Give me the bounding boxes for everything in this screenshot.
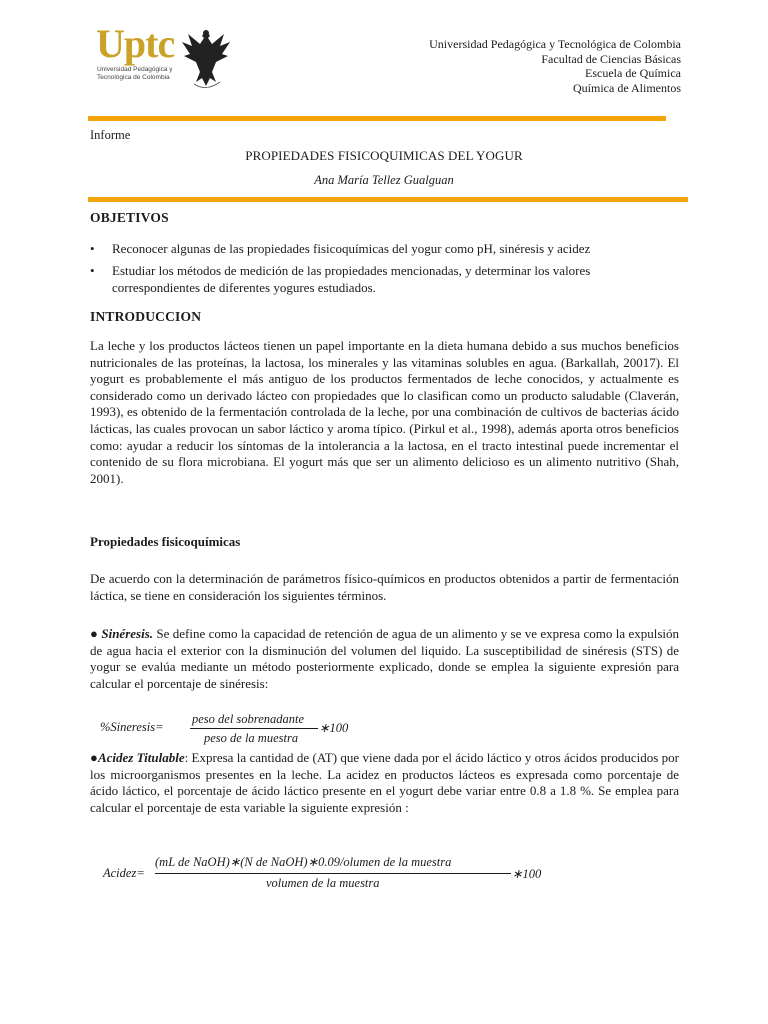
eagle-emblem-icon — [180, 24, 232, 90]
list-item — [90, 262, 680, 296]
formula-numerator: peso del sobrenadante — [192, 712, 305, 726]
header-divider — [88, 116, 666, 121]
bullet-icon: ● — [90, 626, 98, 641]
section-heading-objetivos: OBJETIVOS — [90, 210, 169, 225]
acidez-formula — [103, 854, 553, 894]
logo-wordmark: Uptc — [96, 21, 175, 66]
institution-block — [429, 37, 681, 95]
section-heading-propiedades: Propiedades fisicoquímicas — [90, 534, 241, 549]
formula-multiplier: ∗100 — [319, 721, 349, 735]
sineresis-paragraph — [90, 626, 679, 692]
acidez-paragraph — [90, 750, 679, 816]
university-logo — [88, 22, 233, 92]
institution-line: Química de Alimentos — [573, 80, 681, 95]
institution-line: Universidad Pedagógica y Tecnológica de Colombia — [429, 37, 681, 51]
section-heading-introduccion: INTRODUCCION — [90, 309, 202, 324]
list-item — [90, 240, 680, 257]
introduction-paragraph: La leche y los productos lácteos tienen un papel importante en la dieta humana debido a sus muchos beneficios nutricionales de las proteínas, la lactosa, los minerales y las vitaminas solubles en agua. (Barkallah, 20017). El yogurt es probablemente el más antiguo de los productos fermentados de leche conocidos, y actualmente es considerado como un derivado lácteo con propiedades que lo clasifican como un producto saludable (Claverán, 1993), es obtenido de la fermentación controlada de la leche, por una combinación de cultivos de bacterias ácido lácticas, las cuales provocan un sabor láctico y aroma típico. (Pirkul et al., 1998), además aporta otros beneficios como: ayudar a reducir los síntomas de la intolerancia a la lactosa, en el tracto intestinal puede incrementar el contenido de su flora microbiana. El yogurt más que ser un alimento delicioso es un alimento nutritivo (Shah, 2001). — [90, 338, 679, 486]
logo-subtitle: Universidad Pedagógica y Tecnológica de Colombia — [97, 66, 173, 81]
document-title: PROPIEDADES FISICOQUIMICAS DEL YOGUR — [245, 148, 523, 163]
formula-multiplier: ∗100 — [512, 867, 542, 881]
document-author: Ana María Tellez Gualguan — [314, 173, 454, 187]
list-item-text: Reconocer algunas de las propiedades fisicoquímicas del yogur como pH, sinéresis y acidez — [112, 241, 591, 256]
acidez-term: Acidez Titulable — [97, 750, 185, 765]
formula-denominator: peso de la muestra — [204, 731, 299, 745]
acidez-text: : Expresa la cantidad de (AT) que viene dada por el ácido láctico y otros ácidos producidos por los microorganismos presentes en la leche. La acidez en productos lácteos es expresada como porcentaje de ácido láctico, el porcentaje de ácido láctico presente en el yogurt debe variar entre 0.8 a 1.8 %. Se emplea para calcular el porcentaje de esta variable la siguiente expresión : — [90, 750, 679, 815]
formula-lhs: %Sineresis= — [100, 720, 164, 734]
formula-numerator: (mL de NaOH)∗(N de NaOH)∗0.09/olumen de la muestra — [155, 855, 452, 869]
sineresis-text: Se define como la capacidad de retención de agua de un alimento y se ve expresa como la expulsión de agua hacia el exterior con la disminución del volumen del liquido. La susceptibilidad de sinéresis (STS) de yogur se evalúa mediante un método posteriormente explicado, donde se emplea la siguiente expresión para calcular el porcentaje de sinéresis: — [90, 626, 680, 691]
bullet-icon: ● — [90, 750, 98, 765]
bullet-icon: • — [90, 241, 95, 256]
sineresis-formula — [100, 712, 360, 746]
list-item-text: Estudiar los métodos de medición de las propiedades mencionadas, y determinar los valores correspondientes de diferentes yogures estudiados. — [112, 263, 591, 295]
institution-line: Facultad de Ciencias Básicas — [541, 51, 681, 66]
institution-line: Escuela de Química — [585, 66, 681, 80]
formula-lhs: Acidez= — [103, 866, 145, 880]
title-divider — [88, 197, 688, 202]
formula-denominator: volumen de la muestra — [266, 876, 380, 890]
document-label: Informe — [90, 128, 131, 142]
bullet-icon: • — [90, 263, 95, 278]
fraction-bar — [155, 873, 511, 874]
fraction-bar — [190, 728, 318, 729]
sineresis-term: Sinéresis. — [101, 626, 154, 641]
propiedades-intro-paragraph: De acuerdo con la determinación de parámetros físico-químicos en productos obtenidos a partir de fermentación láctica, se tiene en consideración los siguientes términos. — [90, 571, 679, 603]
